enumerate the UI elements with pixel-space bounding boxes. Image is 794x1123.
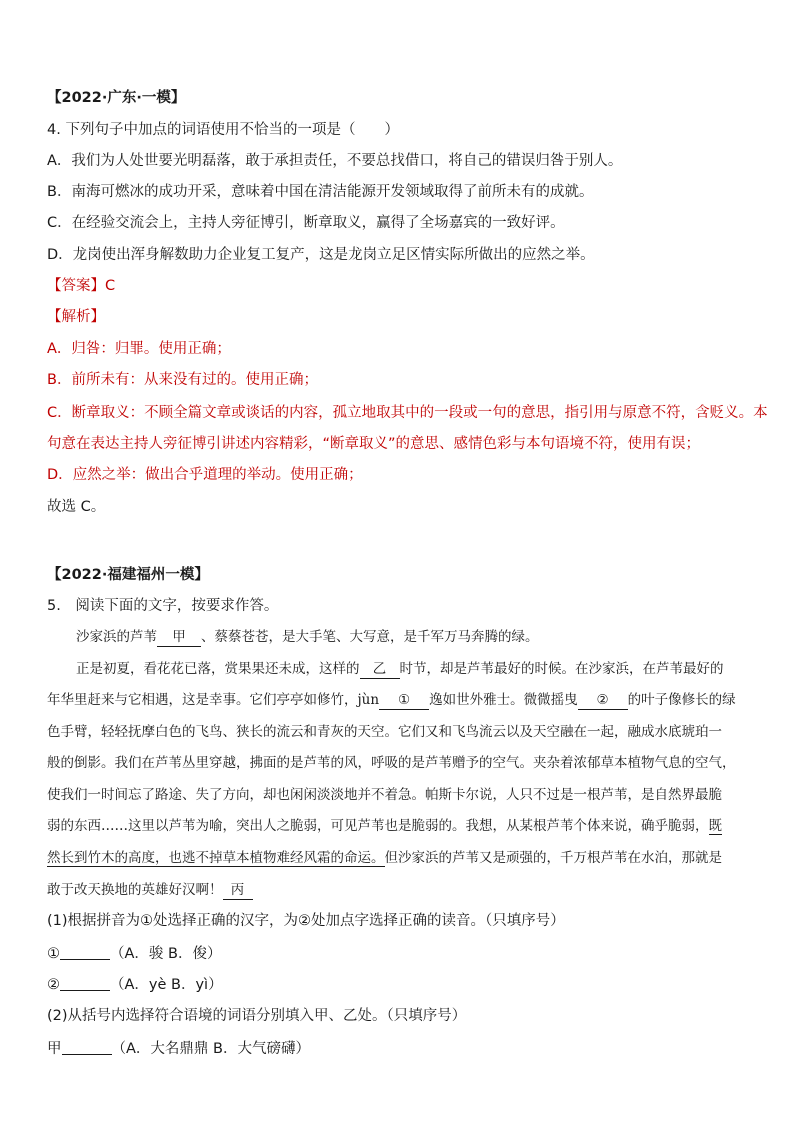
blank-jia: 甲	[157, 628, 201, 647]
source-tag-1: 【2022·广东·一模】	[47, 90, 186, 106]
underlined-sentence-start: 既	[708, 818, 722, 834]
conclusion: 故选 C。	[47, 499, 106, 515]
option-b: B．南海可燃冰的成功开采，意味着中国在清洁能源开发领域取得了前所未有的成就。	[47, 184, 594, 200]
analysis-b: B．前所未有：从来没有过的。使用正确；	[47, 372, 318, 388]
subquestion-2: (2)从括号内选择符合语境的词语分别填入甲、乙处。（只填序号）	[47, 1008, 467, 1024]
answer-blank-jia[interactable]	[62, 1038, 112, 1055]
passage-p2-line5: 使我们一时间忘了路途、失了方向，却也闲闲淡淡地并不着急。帕斯卡尔说，人只不过是一根芦苇，是自然界最脆	[47, 787, 722, 803]
passage-p2-line4: 般的倒影。我们在芦苇丛里穿越，拂面的是芦苇的风，呼吸的是芦苇赠予的空气。夹杂着浓郁草本植物气息的空气，	[47, 755, 736, 771]
answer-blank-2[interactable]	[60, 974, 110, 991]
passage-p2-line8: 敢于改天换地的英雄好汉啊！ 丙	[47, 880, 253, 900]
blank-1: ①	[379, 691, 429, 710]
analysis-label: 【解析】	[47, 309, 105, 325]
subquestion-1-item-2: ② （A．yè B．yì）	[47, 974, 223, 995]
passage-p1: 沙家浜的芦苇 甲 、蔡蔡苍苍，是大手笔、大写意，是千军万马奔腾的绿。	[76, 629, 539, 645]
passage-p2-line3: 色手臂，轻轻抚摩白色的飞鸟、狭长的流云和青灰的天空。它们又和飞鸟流云以及天空融在一起，融成水底琥珀一	[47, 724, 722, 740]
source-tag-2: 【2022·福建福州一模】	[47, 567, 209, 583]
subquestion-1: (1)根据拼音为①处选择正确的汉字，为②处加点字选择正确的读音。（只填序号）	[47, 913, 565, 929]
subquestion-1-item-1: ① （A．骏 B．俊）	[47, 943, 221, 964]
answer-blank-1[interactable]	[60, 943, 110, 960]
blank-2: ②	[578, 691, 628, 710]
analysis-c: C．断章取义：不顾全篇文章或谈话的内容，孤立地取其中的一段或一句的意思，指引用与原意不符，含贬义。本	[47, 405, 768, 421]
passage-p2-line2: 年华里赶来与它相遇，这是幸事。它们亭亭如修竹，jùn ① 逸如世外雅士。微微摇曳 ② 的叶子像修长的绿	[47, 692, 736, 708]
analysis-c-cont: 句意在表达主持人旁征博引讲述内容精彩，“断章取义”的意思、感情色彩与本句语境不符，使用有误；	[47, 436, 701, 452]
answer-value: C	[105, 278, 116, 294]
subquestion-2-item-jia: 甲 （A．大名鼎鼎 B．大气磅礴）	[47, 1038, 310, 1059]
analysis-a: A．归咎：归罪。使用正确；	[47, 341, 231, 357]
question-4-stem: 4. 下列句子中加点的词语使用不恰当的一项是（ ）	[47, 122, 399, 138]
analysis-d: D．应然之举：做出合乎道理的举动。使用正确；	[47, 467, 363, 483]
option-d: D．龙岗使出浑身解数助力企业复工复产，这是龙岗立足区情实际所做出的应然之举。	[47, 247, 595, 263]
blank-bing: 丙	[223, 881, 253, 900]
passage-p2-line7: 然长到竹木的高度，也逃不掉草本植物难经风霜的命运。但沙家浜的芦苇又是顽强的，千万根芦苇在水泊，那就是	[47, 850, 722, 866]
blank-yi: 乙	[360, 660, 400, 679]
option-c: C．在经验交流会上，主持人旁征博引，断章取义，赢得了全场嘉宾的一致好评。	[47, 215, 565, 231]
question-5-stem: 5. 阅读下面的文字，按要求作答。	[47, 598, 279, 614]
answer-label: 【答案】	[47, 278, 105, 294]
underlined-sentence: 然长到竹木的高度，也逃不掉草本植物难经风霜的命运。	[47, 850, 385, 866]
option-a: A．我们为人处世要光明磊落，敢于承担责任，不要总找借口，将自己的错误归咎于别人。	[47, 153, 623, 169]
passage-p2-line1: 正是初夏，看花花已落，赏果果还未成，这样的 乙 时节，却是芦苇最好的时候。在沙家浜，在芦苇最好的	[76, 661, 724, 677]
passage-p2-line6: 弱的东西……这里以芦苇为喻，突出人之脆弱，可见芦苇也是脆弱的。我想，从某根芦苇个体来说，确乎脆弱，既	[47, 818, 722, 834]
answer-line	[47, 276, 115, 296]
